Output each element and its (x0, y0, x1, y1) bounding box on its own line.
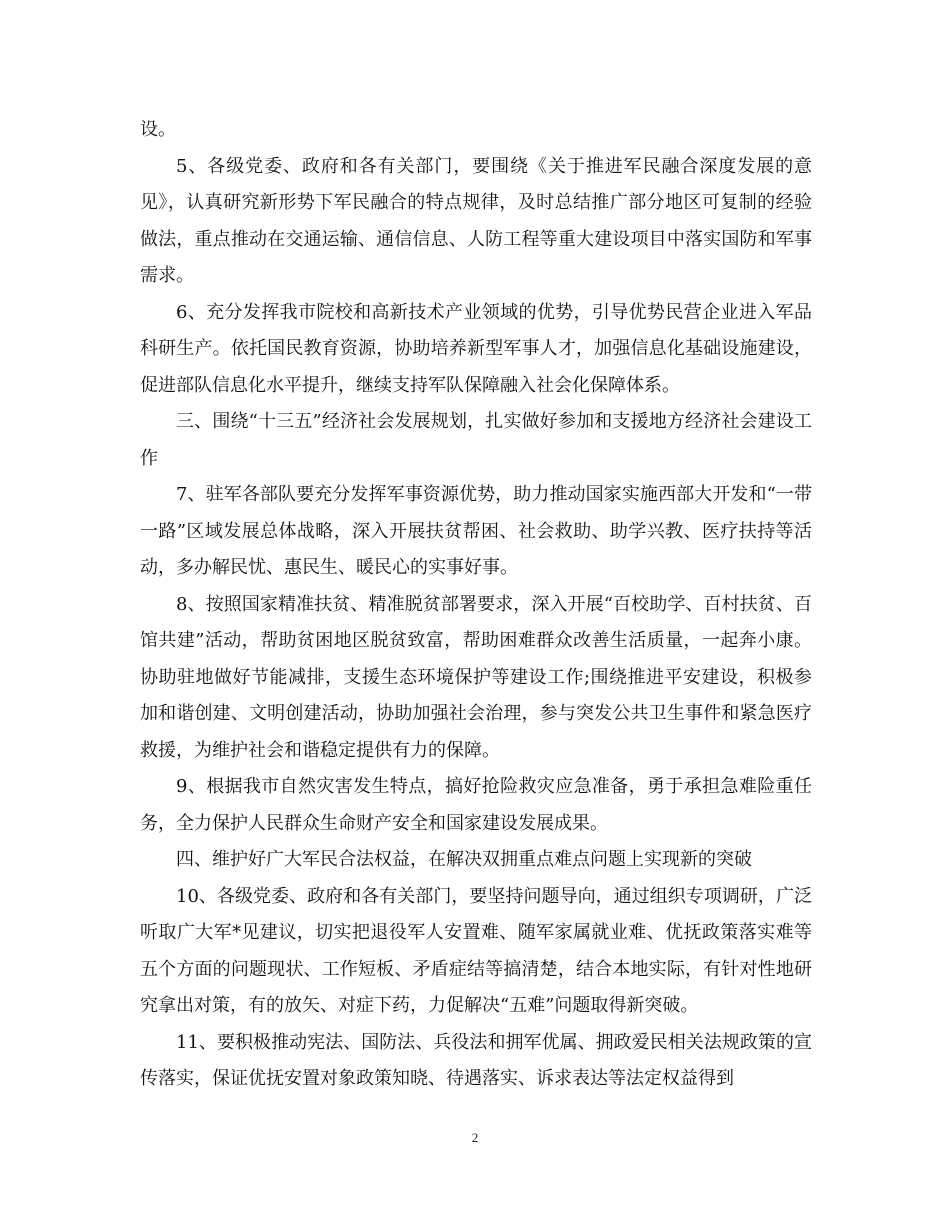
paragraph-item-11: 11、要积极推动宪法、国防法、兵役法和拥军优属、拥政爱民相关法规政策的宣传落实，保证优抚安置对象政策知晓、待遇落实、诉求表达等法定权益得到 (140, 1031, 812, 1089)
paragraph-item-10: 10、各级党委、政府和各有关部门，要坚持问题导向，通过组织专项调研，广泛听取广大军*见建议，切实把退役军人安置难、随军家属就业难、优抚政策落实难等五个方面的问题现状、工作短板、矛盾症结等搞清楚，结合本地实际，有针对性地研究拿出对策，有的放矢、对症下药，力促解决“五难”问题取得新突破。 (140, 885, 812, 1016)
paragraph-item-6: 6、充分发挥我市院校和高新技术产业领域的优势，引导优势民营企业进入军品科研生产。依托国民教育资源，协助培养新型军事人才，加强信息化基础设施建设，促进部队信息化水平提升，继续支持军队保障融入社会化保障体系。 (140, 301, 812, 396)
paragraph-continuation: 设。 (140, 119, 176, 140)
document-body (140, 112, 812, 1098)
section-heading-4: 四、维护好广大军民合法权益，在解决双拥重点难点问题上实现新的突破 (176, 849, 752, 870)
paragraph-item-9: 9、根据我市自然灾害发生特点，搞好抢险救灾应急准备，勇于承担急难险重任务，全力保护人民群众生命财产安全和国家建设发展成果。 (140, 776, 812, 834)
paragraph-item-5: 5、各级党委、政府和各有关部门，要围绕《关于推进军民融合深度发展的意见》，认真研究新形势下军民融合的特点规律，及时总结推广部分地区可复制的经验做法，重点推动在交通运输、通信信息、人防工程等重大建设项目中落实国防和军事需求。 (140, 155, 812, 286)
page-number: 2 (471, 1130, 479, 1145)
paragraph-item-8: 8、按照国家精准扶贫、精准脱贫部署要求，深入开展“百校助学、百村扶贫、百馆共建”活动，帮助贫困地区脱贫致富，帮助困难群众改善生活质量，一起奔小康。协助驻地做好节能减排，支援生态环境保护等建设工作;围绕推进平安建设，积极参加和谐创建、文明创建活动，协助加强社会治理，参与突发公共卫生事件和紧急医疗救援，为维护社会和谐稳定提供有力的保障。 (140, 593, 812, 761)
paragraph-item-7: 7、驻军各部队要充分发挥军事资源优势，助力推动国家实施西部大开发和“一带一路”区域发展总体战略，深入开展扶贫帮困、社会救助、助学兴教、医疗扶持等活动，多办解民忧、惠民生、暖民心的实事好事。 (140, 484, 812, 578)
section-heading-3: 三、围绕“十三五”经济社会发展规划，扎实做好参加和支援地方经济社会建设工作 (140, 411, 812, 469)
